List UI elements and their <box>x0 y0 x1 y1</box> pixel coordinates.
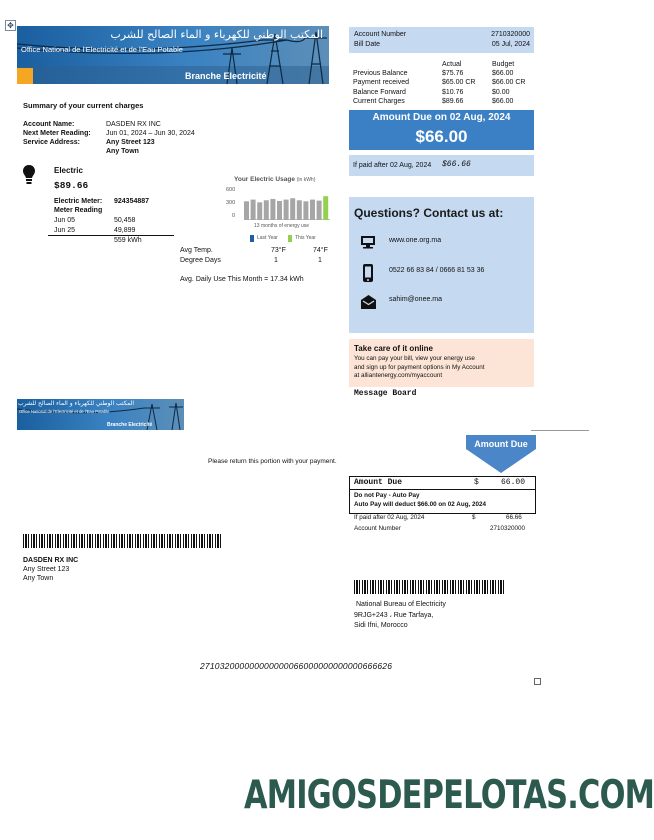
summary-title: Summary of your current charges <box>23 101 144 110</box>
contact-phone[interactable]: 0522 66 83 84 / 0666 81 53 36 <box>389 267 485 274</box>
contact-title: Questions? Contact us at: <box>354 206 504 220</box>
online-line2: and sign up for payment options in My Account <box>354 363 485 371</box>
usage-bar-last-year <box>264 200 269 220</box>
usage-chart <box>226 176 332 246</box>
account-name-label: Account Name: <box>23 121 75 128</box>
service-address-line1: Any Street 123 <box>106 139 155 146</box>
stub-amount-box <box>349 476 536 514</box>
bureau-address-line2: Sidi Ifni, Morocco <box>354 622 408 629</box>
chart-title <box>234 176 315 183</box>
service-address-line2: Any Town <box>106 148 139 155</box>
banner-arabic-title: المكتب الوطني للكهرباء و الماء الصالح للشرب <box>110 28 323 41</box>
reading-date-1: Jun 05 <box>54 217 76 224</box>
charges-row-label: Balance Forward <box>353 88 406 96</box>
customer-address-line2: Any Town <box>23 575 54 582</box>
degree-days-this: 1 <box>318 257 322 264</box>
bureau-barcode <box>354 580 504 594</box>
small-banner-french: Office National de l'Electricité et de l'Eau Potable <box>19 409 110 414</box>
legend-this-swatch <box>288 235 292 242</box>
bill-date-label: Bill Date <box>354 41 381 48</box>
electric-meter-label: Electric Meter: <box>54 198 103 205</box>
chart-caption: 13 months of energy use <box>254 223 310 229</box>
next-meter-value: Jun 01, 2024 – Jun 30, 2024 <box>106 130 195 137</box>
stub-after-currency: $ <box>472 514 476 521</box>
charges-row-label: Current Charges <box>353 97 405 105</box>
col-actual-header: Actual <box>442 61 462 68</box>
legend-last-label: Last Year <box>257 235 278 241</box>
contact-box <box>349 197 534 333</box>
reading-value-2: 49,899 <box>114 227 136 234</box>
charges-table <box>353 69 533 106</box>
header-banner <box>17 26 329 84</box>
usage-bar-last-year <box>284 200 289 220</box>
paid-after-label: If paid after 02 Aug, 2024 <box>353 162 432 169</box>
charges-row <box>353 88 533 97</box>
paid-after-box <box>349 155 534 176</box>
next-meter-label: Next Meter Reading: <box>23 130 91 137</box>
resize-handle-icon[interactable] <box>534 678 541 685</box>
charges-row-budget: $0.00 <box>492 88 510 96</box>
charges-row-actual: $75.76 <box>442 70 464 77</box>
charges-row-actual: $10.76 <box>442 88 464 96</box>
usage-bar-this-year <box>323 196 328 220</box>
usage-bar-last-year <box>317 201 322 220</box>
charges-row-label: Payment received <box>353 79 410 87</box>
small-banner-branch: Branche Electricité <box>107 422 153 428</box>
stub-account-number: 2710320000 <box>490 525 526 532</box>
move-handle-icon[interactable]: ✥ <box>5 20 16 31</box>
charges-row-actual: $65.00 CR <box>442 79 476 87</box>
online-title: Take care of it online <box>354 344 433 353</box>
contact-website[interactable]: www.one.org.ma <box>389 237 442 244</box>
avg-temp-last: 73°F <box>271 247 286 254</box>
stub-after-label: If paid after 02 Aug, 2024 <box>354 514 425 521</box>
stub-after-value: 66.66 <box>506 514 522 521</box>
banner-french-title: Office National de l'Electricité et de l'Eau Potable <box>21 45 183 54</box>
envelope-icon <box>360 294 377 310</box>
usage-bar-last-year <box>277 201 282 220</box>
service-address-label: Service Address: <box>23 139 80 146</box>
computer-icon <box>360 235 376 249</box>
charges-row <box>353 97 533 106</box>
online-line3[interactable]: at alliantenergy.com/myaccount <box>354 372 443 379</box>
message-board: Message Board <box>354 389 417 398</box>
watermark: AMIGOSDEPELOTAS.COM <box>244 773 654 818</box>
electric-amount: $89.66 <box>54 180 89 191</box>
legend-last-swatch <box>250 235 254 242</box>
charges-row-budget: $66.00 CR <box>492 79 526 87</box>
bureau-address-line1: 9RJG+243 ، Rue Tarfaya, <box>354 612 434 619</box>
charges-row <box>353 78 533 87</box>
usage-bar-last-year <box>297 200 302 220</box>
cut-line <box>531 430 589 431</box>
stub-divider <box>350 489 535 490</box>
y-tick-600: 600 <box>226 187 236 193</box>
stub-amount-label: Amount Due <box>354 478 403 487</box>
customer-barcode <box>23 534 222 548</box>
stub-account-label: Account Number <box>354 525 401 532</box>
chart-unit: (in kWh) <box>296 177 316 183</box>
charges-row-actual: $89.66 <box>442 97 464 105</box>
electric-meter-number: 924354887 <box>114 198 150 205</box>
usage-bar-last-year <box>290 198 295 220</box>
y-tick-300: 300 <box>226 200 236 206</box>
charges-row-budget: $66.00 <box>492 97 514 105</box>
amount-due-label: Amount Due on 02 Aug, 2024 <box>372 112 511 123</box>
paid-after-value: $66.66 <box>442 160 471 169</box>
degree-days-last: 1 <box>274 257 278 264</box>
reading-divider <box>48 235 174 236</box>
autopay-line2: Auto Pay will deduct $66.00 on 02 Aug, 2024 <box>354 501 487 508</box>
avg-temp-label: Avg Temp. <box>180 247 213 254</box>
bill-date-value: 05 Jul, 2024 <box>491 41 530 48</box>
usage-bar-last-year <box>251 200 256 220</box>
electric-title: Electric <box>54 166 83 175</box>
usage-bar-last-year <box>303 201 308 220</box>
usage-bars <box>244 186 330 220</box>
lightbulb-icon <box>22 164 36 186</box>
return-note: Please return this portion with your payment. <box>208 458 337 465</box>
banner-branch-label: Branche Electricité <box>185 71 267 81</box>
account-box <box>349 27 534 53</box>
account-number-label: Account Number <box>354 31 407 38</box>
charges-row-budget: $66.00 <box>492 70 514 77</box>
reading-value-1: 50,458 <box>114 217 136 224</box>
small-banner <box>17 399 184 430</box>
usage-bar-last-year <box>257 202 262 220</box>
customer-address-line1: Any Street 123 <box>23 566 70 573</box>
account-name-value: DASDEN RX INC <box>106 121 161 128</box>
y-tick-0: 0 <box>232 213 236 219</box>
stub-currency: $ <box>474 478 479 487</box>
amount-due-value: $66.00 <box>415 127 468 146</box>
reading-total: 559 kWh <box>114 237 142 244</box>
charges-row-label: Previous Balance <box>353 70 408 77</box>
avg-temp-this: 74°F <box>313 247 328 254</box>
charges-row <box>353 69 533 78</box>
daily-use: Avg. Daily Use This Month = 17.34 kWh <box>180 276 304 283</box>
bureau-name: National Bureau of Electricity <box>356 601 446 608</box>
phone-icon <box>362 263 374 283</box>
legend-this-label: This Year <box>295 235 316 241</box>
customer-name: DASDEN RX INC <box>23 557 79 564</box>
stub-amount-value: 66.00 <box>500 478 525 487</box>
usage-bar-last-year <box>244 201 249 220</box>
small-banner-arabic: المكتب الوطني للكهرباء و الماء الصالح للشرب <box>18 400 134 407</box>
chart-title-text: Your Electric Usage <box>234 176 295 183</box>
account-number-value: 2710320000 <box>491 31 530 38</box>
autopay-line1: Do not Pay - Auto Pay <box>354 492 420 499</box>
usage-bar-last-year <box>310 200 315 220</box>
online-box <box>349 339 534 387</box>
scanline: 271032000000000000066000000000000666626 <box>200 661 393 671</box>
degree-days-label: Degree Days <box>180 257 221 264</box>
usage-bar-last-year <box>270 199 275 220</box>
amount-due-box <box>349 110 534 150</box>
reading-date-2: Jun 25 <box>54 227 76 234</box>
banner-orange-block <box>17 68 33 84</box>
meter-reading-label: Meter Reading <box>54 207 103 214</box>
arrow-label: Amount Due <box>474 439 528 449</box>
col-budget-header: Budget <box>492 61 515 68</box>
online-line1: You can pay your bill, view your energy use <box>354 355 475 362</box>
contact-email[interactable]: sahim@onee.ma <box>389 296 443 303</box>
